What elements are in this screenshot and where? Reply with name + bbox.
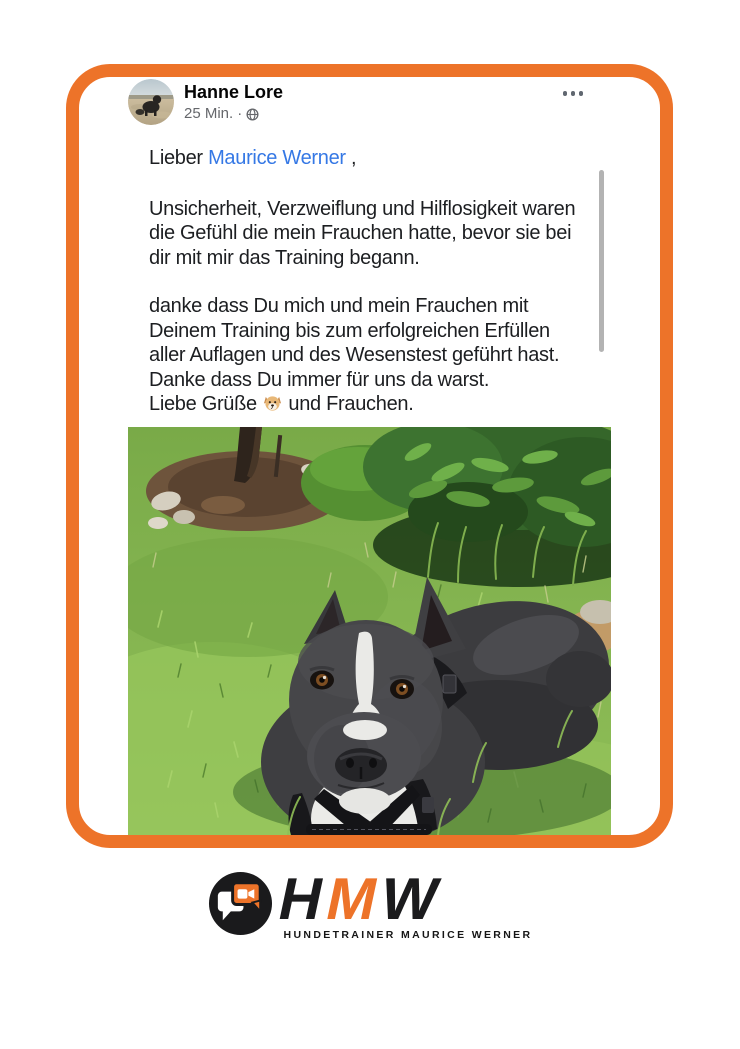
text-line: die Gefühl die mein Frauchen hatte, bevor sie bei (149, 222, 572, 244)
text-line: dir mit mir das Training begann. (149, 246, 420, 269)
paragraph-1 (149, 197, 611, 271)
paragraph-2 (149, 294, 611, 417)
logo-text (272, 866, 533, 941)
post-body (128, 146, 611, 417)
logo-tagline: HUNDETRAINER MAURICE WERNER (283, 929, 533, 941)
facebook-post (128, 77, 611, 835)
greeting-prefix: Lieber (149, 147, 209, 169)
post-photo[interactable] (128, 427, 611, 835)
timestamp: 25 Min. (184, 105, 234, 122)
text-line: aller Auflagen und des Wesenstest geführt hast. (149, 344, 560, 366)
signoff-suffix: und Frauchen. (283, 393, 414, 415)
header-text (184, 79, 283, 123)
meta-separator: · (237, 105, 243, 122)
dog-photo-illustration (128, 427, 611, 835)
chat-video-logo-icon (208, 871, 273, 936)
post-meta (184, 105, 283, 123)
scrollbar-thumb[interactable] (599, 170, 604, 352)
avatar[interactable] (128, 79, 174, 125)
testimonial-card (66, 64, 673, 848)
text-line: Danke dass Du immer für uns da warst. (149, 368, 490, 391)
author-name[interactable]: Hanne Lore (184, 82, 284, 102)
text-line: Unsicherheit, Verzweiflung und Hilflosigkeit waren (149, 197, 576, 220)
maurice-werner-link[interactable]: Maurice Werner (208, 147, 346, 169)
hmw-logo (0, 866, 740, 941)
text-line: Deinem Training bis zum erfolgreichen Erfüllen (149, 319, 550, 342)
greeting-suffix: , (345, 147, 357, 169)
globe-icon (246, 108, 259, 121)
signoff-line (149, 392, 611, 417)
avatar-beach-photo (128, 79, 174, 125)
greeting-line (149, 146, 611, 171)
more-options-icon[interactable] (560, 88, 587, 99)
dog-face-emoji (263, 394, 282, 413)
logo-letter-w: W (374, 866, 449, 932)
logo-letter-h: H (272, 866, 335, 932)
post-header (128, 77, 611, 124)
logo-word-hmw (272, 866, 449, 932)
logo-letter-m: M (320, 866, 389, 932)
signoff-prefix: Liebe Grüße (149, 393, 263, 415)
text-line: danke dass Du mich und mein Frauchen mit (149, 295, 529, 317)
